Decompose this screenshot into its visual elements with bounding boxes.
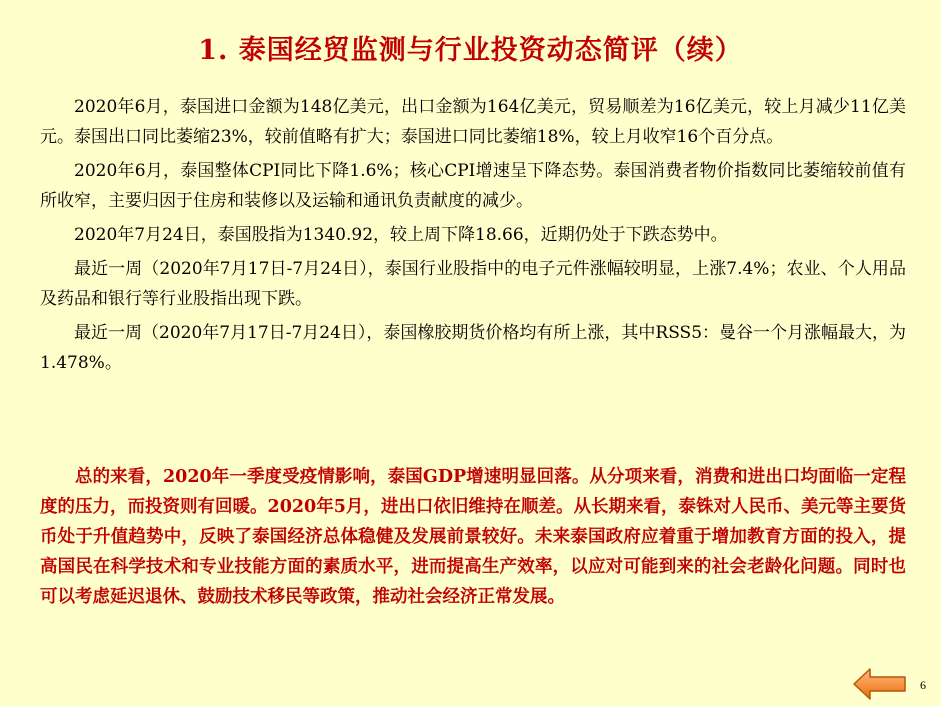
paragraph-rubber-futures: 最近一周（2020年7月17日-7月24日），泰国橡胶期货价格均有所上涨，其中RSS5：曼谷一个月涨幅最大，为1.478%。	[40, 323, 907, 373]
paragraph-trade: 2020年6月，泰国进口金额为148亿美元，出口金额为164亿美元，贸易顺差为16亿美元，较上月减少11亿美元。泰国出口同比萎缩23%，较前值略有扩大；泰国进口同比萎缩18%，较上月收窄16个百分点。	[40, 97, 906, 147]
back-button[interactable]	[852, 666, 908, 702]
paragraph-stock-index: 2020年7月24日，泰国股指为1340.92，较上周下降18.66，近期仍处于下跌态势中。	[74, 225, 728, 245]
left-arrow-icon	[852, 666, 908, 702]
slide-title: 1. 泰国经贸监测与行业投资动态简评（续）	[198, 35, 743, 66]
paragraph-cpi: 2020年6月，泰国整体CPI同比下降1.6%；核心CPI增速呈下降态势。泰国消费者物价指数同比萎缩较前值有所收窄，主要归因于住房和装修以及运输和通讯负责献度的减少。	[40, 161, 906, 211]
paragraph-sector-index: 最近一周（2020年7月17日-7月24日），泰国行业股指中的电子元件涨幅较明显，上涨7.4%；农业、个人用品及药品和银行等行业股指出现下跌。	[40, 259, 906, 309]
summary-paragraph: 总的来看，2020年一季度受疫情影响，泰国GDP增速明显回落。从分项来看，消费和进出口均面临一定程度的压力，而投资则有回暖。2020年5月，进出口依旧维持在顺差。从长期来看，泰铢对人民币、美元等主要货币处于升值趋势中，反映了泰国经济总体稳健及发展前景较好。未来泰国政府应着重于增加教育方面的投入，提高国民在科学技术和专业技能方面的素质水平，进而提高生产效率，以应对可能到来的社会老龄化问题。同时也可以考虑延迟退休、鼓励技术移民等政策，推动社会经济正常发展。	[40, 467, 906, 607]
page-number: 6	[920, 678, 926, 692]
body-text	[40, 92, 906, 382]
